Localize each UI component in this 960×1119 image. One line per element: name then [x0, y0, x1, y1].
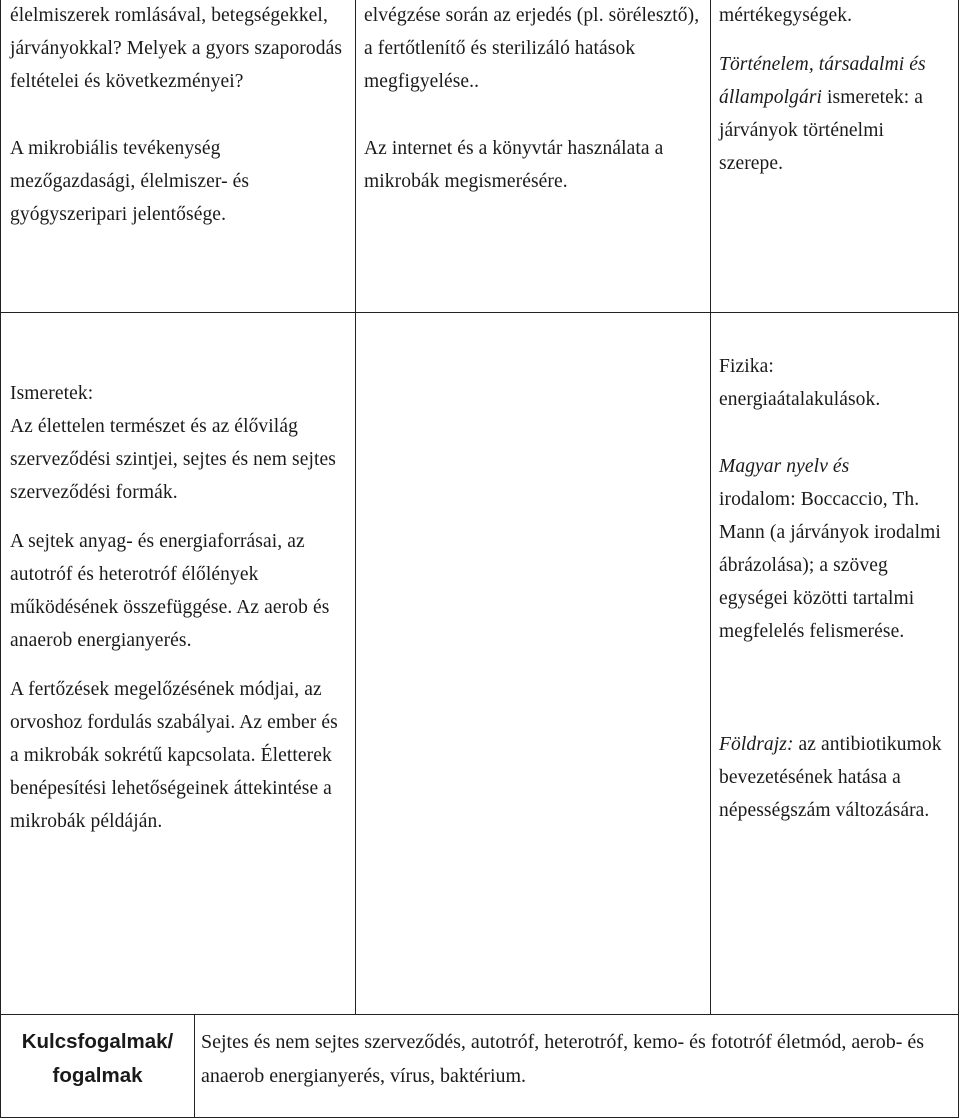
row1-col1-paragraph-2: A mikrobiális tevékenység mezőgazdasági, élelmiszer- és gyógyszeripari jelentősége.	[10, 138, 250, 225]
history-subject-text: ismeretek: a járványok történelmi szerepe.	[719, 87, 923, 174]
history-subject-label: Történelem, társadalmi és állampolgári	[719, 54, 926, 108]
row1-col3-history-paragraph	[719, 48, 952, 180]
row2-col3-cell	[710, 312, 959, 1015]
row1-col2-paragraph-2: Az internet és a könyvtár használata a mikrobák megismerésére.	[364, 138, 664, 192]
physics-text: energiaátalakulások.	[719, 389, 881, 410]
row1-col1-cell	[0, 0, 356, 313]
row2-col1-paragraph-1: Az élettelen természet és az élővilág szerveződési szintjei, sejtes és nem sejtes szerveződési formák.	[10, 416, 336, 503]
key-concepts-label-cell	[0, 1014, 195, 1118]
row1-col2-cell	[355, 0, 711, 313]
knowledge-heading: Ismeretek:	[10, 383, 94, 404]
key-concepts-text: Sejtes és nem sejtes szerveződés, autotróf, heterotróf, kemo- és fototróf életmód, aerob- és anaerob energianyerés, vírus, baktérium.	[201, 1031, 925, 1087]
geography-subject-label: Földrajz:	[719, 734, 794, 755]
row2-col1-paragraph-2: A sejtek anyag- és energiaforrásai, az autotróf és heterotróf élőlények működésének összefüggése. Az aerob és anaerob energianyerés.	[10, 531, 330, 651]
row2-col1-paragraph-3: A fertőzések megelőzésének módjai, az orvoshoz fordulás szabályai. Az ember és a mikrobák sokrétű kapcsolata. Életterek benépesítési lehetőségeinek áttekintése a mikrobák példáján.	[10, 679, 338, 832]
geography-text: az antibiotikumok bevezetésének hatása a népességszám változására.	[719, 734, 942, 821]
row1-col3-line-1: mértékegységek.	[719, 5, 853, 26]
row1-col2-paragraph-1: elvégzése során az erjedés (pl. sörélesztő), a fertőtlenítő és sterilizáló hatások megfigyelése..	[364, 5, 700, 92]
physics-label: Fizika:	[719, 356, 774, 377]
row2-col1-cell	[0, 312, 356, 1015]
hungarian-text: irodalom: Boccaccio, Th. Mann (a járványok irodalmi ábrázolása); a szöveg egységei közötti tartalmi megfelelés felismerése.	[719, 489, 941, 642]
row2-col2-cell	[355, 312, 711, 1015]
geography-paragraph	[719, 728, 952, 827]
row1-col1-paragraph-1: élelmiszerek romlásával, betegségekkel, járványokkal? Melyek a gyors szaporodás feltételei és következményei?	[10, 5, 343, 92]
hungarian-label	[719, 450, 952, 483]
row1-col3-cell	[710, 0, 959, 313]
hungarian-subject-label: Magyar nyelv és	[719, 456, 850, 477]
key-concepts-text-cell	[194, 1014, 959, 1118]
key-concepts-label: Kulcsfogalmak/ fogalmak	[21, 1030, 174, 1087]
